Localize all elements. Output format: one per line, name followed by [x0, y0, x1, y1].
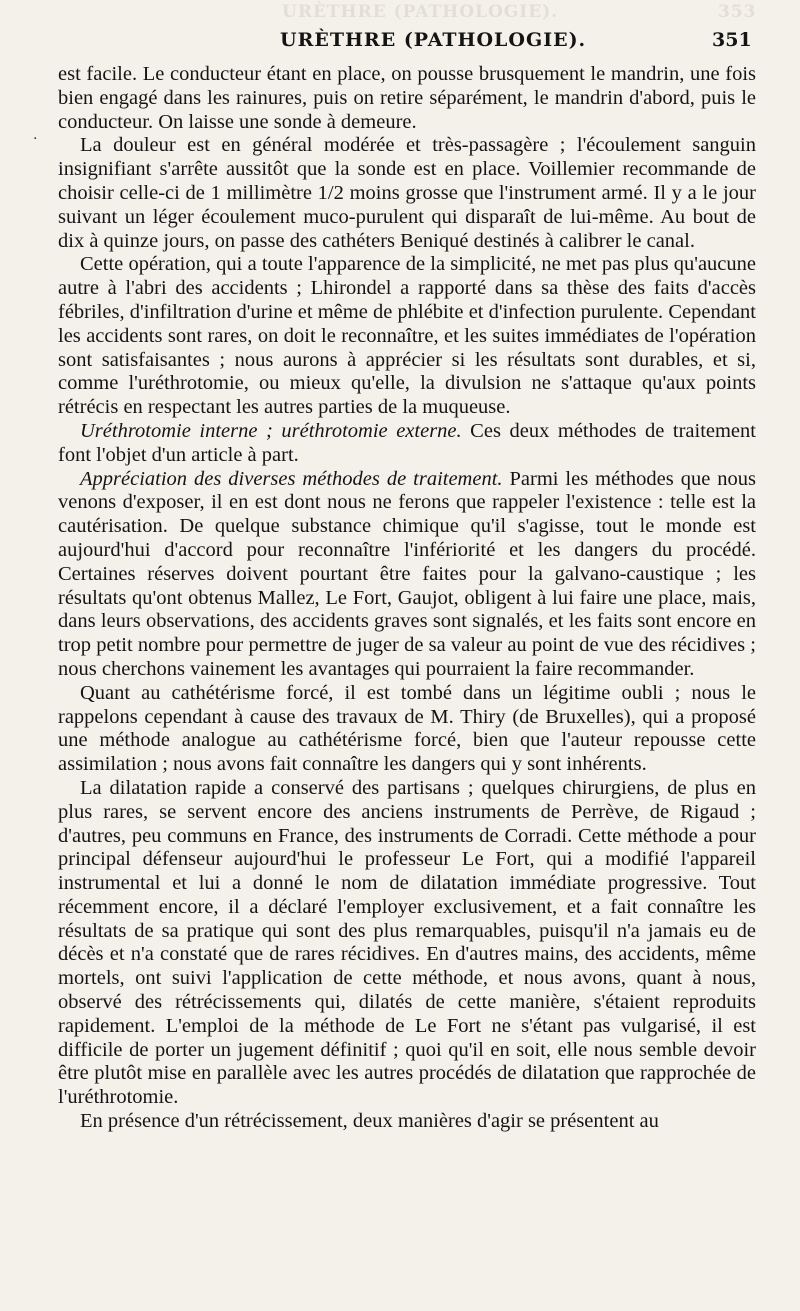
paragraph-8: En présence d'un rétrécissement, deux manières d'agir se présentent au: [80, 1110, 659, 1133]
margin-mark: .: [33, 127, 38, 143]
show-through-page-number: 353: [718, 2, 757, 22]
paragraph-2: La douleur est en général modérée et très-passagère ; l'écoulement sanguin insignifiant s'arrête aussitôt que la sonde est en place. Voillemier recommande de choisir celle-ci de 1 millimètre 1/2 moins grosse que l'instrument armé. Il y a le jour suivant un léger écoulement muco-purulent qui disparaît de lui-même. Au bout de dix à quinze jours, on passe des cathéters Beniqué destinés à calibrer le canal.: [58, 134, 756, 252]
paragraph-1: est facile. Le conducteur étant en place, on pousse brusquement le mandrin, une fois bien engagé dans les rainures, puis on retire séparément, le mandrin d'abord, puis le conducteur. On laisse une sonde à demeure.: [58, 63, 756, 133]
section-heading-uréthrotomie: Uréthrotomie interne ; uréthrotomie externe.: [80, 419, 462, 442]
page-number: 351: [712, 29, 752, 51]
paragraph-7: La dilatation rapide a conservé des partisans ; quelques chirurgiens, de plus en plus rares, se servent encore des anciens instruments de Perrève, de Rigaud ; d'autres, peu communs en France, des instruments de Corradi. Cette méthode a pour principal défenseur aujourd'hui le professeur Le Fort, qui a modifié l'appareil instrumental et lui a donné le nom de dilatation immédiate progressive. Tout récemment encore, il a déclaré l'employer exclusivement, et a fait connaître les résultats de sa pratique qui sont des plus remarquables, puisqu'il n'a jamais eu de décès et n'a constaté que de rares récidives. En d'autres mains, des accidents, même mortels, ont suivi l'application de cette méthode, et nous avons, quant à nous, observé des rétrécissements qui, dilatés de cette manière, s'étaient reproduits rapidement. L'emploi de la méthode de Le Fort ne s'étant pas vulgarisé, il est difficile de porter un jugement définitif ; quoi qu'il en soit, elle nous semble devoir être plutôt mise en parallèle avec les autres procédés de dilatation que rapprochée de l'uréthrotomie.: [58, 776, 756, 1109]
show-through-title: URÈTHRE (PATHOLOGIE).: [282, 2, 559, 22]
paragraph-5-text: Parmi les méthodes que nous venons d'exposer, il en est dont nous ne ferons que rappeler l'existence : telle est la cautérisation. De quelque substance chimique qu'il s'agisse, tout le monde est aujourd'hui d'accord pour reconnaître l'infériorité et les dangers du procédé. Certaines réserves doivent pourtant être faites pour la galvano-caustique ; les résultats qu'ont obtenus Mallez, Le Fort, Gaujot, obligent à lui faire une place, mais, dans leurs observations, des accidents graves sont signalés, et les faits sont encore en trop petit nombre pour permettre de juger de sa valeur au point de vue des récidives ; nous cherchons vainement les avantages qui pourraient la faire recommander.: [58, 467, 756, 680]
page-header: [0, 29, 800, 55]
paragraph-3: Cette opération, qui a toute l'apparence de la simplicité, ne met pas plus qu'aucune autre à l'abri des accidents ; Lhirondel a rapporté dans sa thèse des faits d'accès fébriles, d'infiltration d'urine et même de phlébite et d'infection purulente. Cependant les accidents sont rares, on doit le reconnaître, et les suites immédiates de l'opération sont satisfaisantes ; nous aurons à apprécier si les résultats sont durables, et si, comme l'uréthrotomie, ou mieux qu'elle, la divulsion ne s'attaque qu'aux points rétrécis en respectant les autres parties de la muqueuse.: [58, 253, 756, 419]
paragraph-6: Quant au cathétérisme forcé, il est tombé dans un légitime oubli ; nous le rappelons cependant à cause des travaux de M. Thiry (de Bruxelles), qui a proposé une méthode analogue au cathétérisme forcé, bien que l'auteur repousse cette assimilation ; nous avons fait connaître les dangers qui y sont inhérents.: [58, 681, 756, 776]
paragraph-4: [58, 420, 756, 468]
paragraph-4-text: Ces deux méthodes de traitement font l'objet d'un article à part.: [58, 419, 756, 466]
page-body: [58, 63, 756, 1134]
section-heading-appreciation: Appréciation des diverses méthodes de traitement.: [80, 467, 503, 490]
paragraph-5: [58, 468, 756, 682]
running-title: URÈTHRE (PATHOLOGIE).: [280, 29, 587, 51]
